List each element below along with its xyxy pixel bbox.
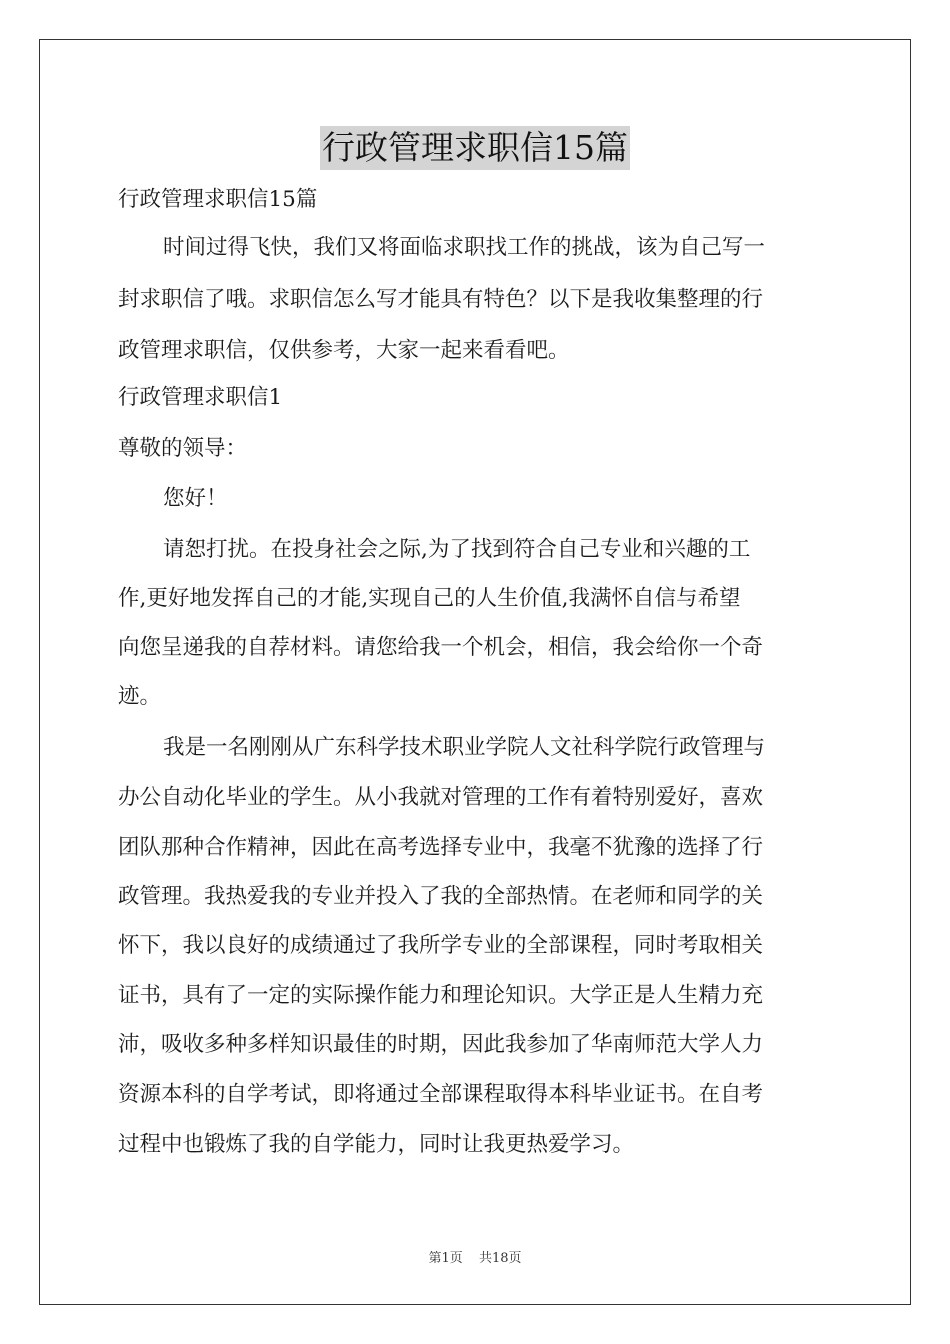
salutation: 尊敬的领导： <box>118 436 248 461</box>
paragraph-line: 怀下，我以良好的成绩通过了我所学专业的全部课程，同时考取相关 <box>118 933 764 958</box>
paragraph-line: 迹。 <box>118 684 162 709</box>
paragraph-line: 政管理。我热爱我的专业并投入了我的全部热情。在老师和同学的关 <box>118 884 764 909</box>
paragraph-line: 团队那种合作精神，因此在高考选择专业中，我毫不犹豫的选择了行 <box>118 835 764 860</box>
page-number-total: 共18页 <box>478 1251 522 1266</box>
section-heading: 行政管理求职信1 <box>118 385 283 410</box>
page-number-current: 第1页 <box>428 1251 463 1266</box>
paragraph-line: 过程中也锻炼了我的自学能力，同时让我更热爱学习。 <box>118 1132 635 1157</box>
title-wrap <box>0 126 950 170</box>
paragraph-line: 向您呈递我的自荐材料。请您给我一个机会，相信，我会给你一个奇 <box>118 635 764 660</box>
paragraph-line: 时间过得飞快，我们又将面临求职找工作的挑战，该为自己写一 <box>163 235 766 260</box>
paragraph-line: 证书，具有了一定的实际操作能力和理论知识。大学正是人生精力充 <box>118 983 764 1008</box>
paragraph-line: 我是一名刚刚从广东科学技术职业学院人文社科学院行政管理与 <box>163 735 766 760</box>
paragraph-line: 作,更好地发挥自己的才能,实现自己的人生价值,我满怀自信与希望 <box>118 586 741 611</box>
paragraph-line: 请恕打扰。在投身社会之际,为了找到符合自己专业和兴趣的工 <box>163 537 751 562</box>
paragraph-line: 政管理求职信，仅供参考，大家一起来看看吧。 <box>118 338 570 363</box>
page-border <box>39 39 911 1305</box>
document-subtitle: 行政管理求职信15篇 <box>118 187 318 212</box>
paragraph-line: 封求职信了哦。求职信怎么写才能具有特色？以下是我收集整理的行 <box>118 287 764 312</box>
paragraph-line: 沛，吸收多种多样知识最佳的时期，因此我参加了华南师范大学人力 <box>118 1032 764 1057</box>
page-footer <box>0 1247 950 1266</box>
paragraph-line: 资源本科的自学考试，即将通过全部课程取得本科毕业证书。在自考 <box>118 1082 764 1107</box>
document-title[interactable]: 行政管理求职信15篇 <box>320 126 630 170</box>
paragraph-line: 办公自动化毕业的学生。从小我就对管理的工作有着特别爱好，喜欢 <box>118 785 764 810</box>
greeting: 您好！ <box>163 486 228 511</box>
